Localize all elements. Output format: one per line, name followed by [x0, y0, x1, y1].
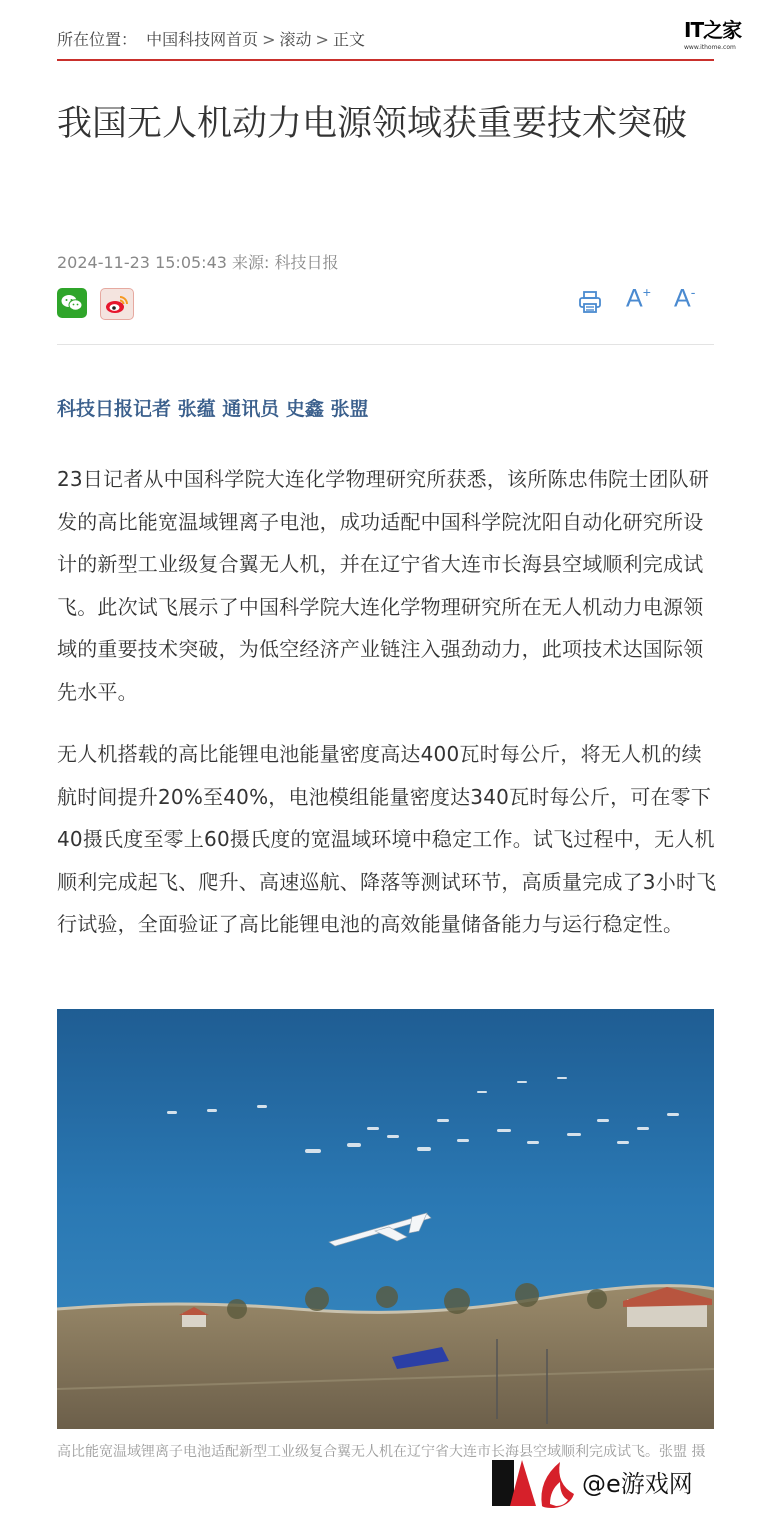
logo-mark: IT之家: [684, 18, 742, 42]
ithome-logo[interactable]: [684, 14, 746, 54]
article-byline: 科技日报记者 张蕴 通讯员 史鑫 张盟: [57, 398, 369, 420]
article-paragraph: 23日记者从中国科学院大连化学物理研究所获悉，该所陈忠伟院士团队研发的高比能宽温域锂离子电池，成功适配中国科学院沈阳自动化研究所设计的新型工业级复合翼无人机，并在辽宁省大连市长海县空域顺利完成试飞。此次试飞展示了中国科学院大连化学物理研究所在无人机动力电源领域的重要技术突破，为低空经济产业链注入强劲动力，此项技术达国际领先水平。: [57, 467, 710, 704]
breadcrumb-separator: >: [315, 30, 329, 49]
font-increase-label: A: [626, 284, 643, 313]
header-divider: [57, 59, 714, 61]
wechat-share-button[interactable]: [57, 288, 87, 318]
logo-url: www.ithome.com: [684, 44, 736, 51]
breadcrumb: [57, 27, 369, 50]
weibo-icon: [105, 294, 129, 314]
plus-mark: +: [642, 284, 651, 300]
print-icon[interactable]: [578, 290, 602, 314]
toolbar-divider: [57, 344, 714, 345]
minus-mark: -: [690, 284, 696, 300]
breadcrumb-separator: >: [262, 30, 276, 49]
font-decrease-button[interactable]: [674, 284, 695, 313]
font-increase-button[interactable]: [626, 284, 651, 313]
font-decrease-label: A: [674, 284, 691, 313]
watermark-logo-icon: [490, 1450, 580, 1510]
watermark: [490, 1450, 752, 1510]
article-paragraph: 无人机搭载的高比能锂电池能量密度高达400瓦时每公斤，将无人机的续航时间提升20%至40%，电池模组能量密度达340瓦时每公斤，可在零下40摄氏度至零上60摄氏度的宽温域环境中稳定工作。试飞过程中，无人机顺利完成起飞、爬升、高速巡航、降落等测试环节，高质量完成了3小时飞行试验，全面验证了高比能锂电池的高效能量储备能力与运行稳定性。: [57, 742, 717, 937]
drone-over-sea-image: [57, 1009, 714, 1429]
photo-caption: 高比能宽温域锂离子电池适配新型工业级复合翼无人机在辽宁省大连市长海县空域顺利完成试飞。张盟 摄: [57, 1444, 706, 1460]
article-title: 我国无人机动力电源领域获重要技术突破: [57, 104, 688, 144]
wechat-icon: [61, 294, 83, 312]
breadcrumb-home-link[interactable]: 中国科技网首页: [146, 30, 259, 49]
article-meta: 2024-11-23 15:05:43 来源: 科技日报: [57, 253, 339, 272]
watermark-text: @e游戏网: [582, 1470, 693, 1498]
breadcrumb-scroll-link[interactable]: 滚动: [279, 30, 312, 49]
breadcrumb-current: 正文: [332, 30, 365, 49]
article-photo: [57, 1009, 714, 1429]
breadcrumb-prefix: 所在位置：: [57, 30, 138, 49]
weibo-share-button[interactable]: [100, 288, 134, 320]
